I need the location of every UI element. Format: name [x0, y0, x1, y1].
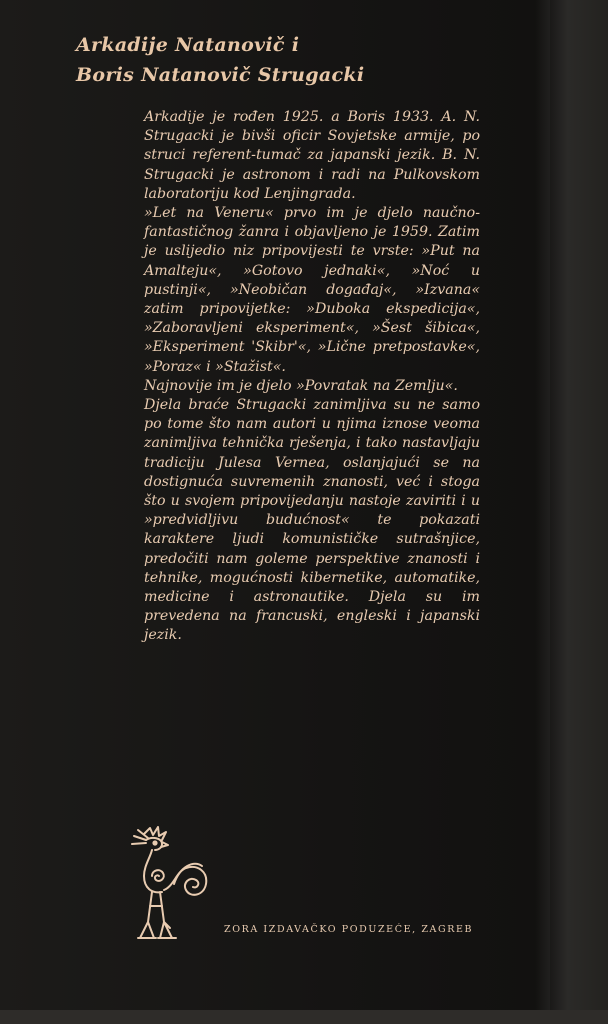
bio-paragraph: »Let na Veneru« prvo im je djelo naučno-fantastičnog žanra i objavljeno je 1959. Zatim je uslijedio niz pripovijesti te vrste: »Put na Amalteju«, »Gotovo jednaki«, »Noć u pustinji«, »Neobičan događaj«, »Izvana« zatim pripovijetke: »Duboka ekspedicija«, »Zaboravljeni eksperiment«, »Šest šibica«, »Eksperiment 'Skibr'«, »Lične pretpostavke«, »Poraz« i »Stažist«.: [144, 205, 480, 375]
author-line-2: Boris Natanovič Strugacki: [76, 64, 365, 86]
bio-paragraph: Najnovije im je djelo »Povratak na Zemlju«.: [144, 377, 458, 394]
author-line-1: Arkadije Natanovič i: [76, 34, 300, 56]
publisher-name: ZORA IZDAVAČKO PODUZEĆE, ZAGREB: [224, 924, 474, 935]
bio-paragraph: Djela braće Strugacki zanimljiva su ne samo po tome što nam autori u njima iznose veoma zanimljiva tehnička rješenja, i tako nastavljaju tradiciju Julesa Vernea, oslanjajući se na dostignuća suvremenih znanosti, već i stoga što u svojem pripovijedanju nastoje zaviriti i u »predvidljivu budućnost« te pokazati karaktere ljudi komunističke sutrašnjice, predočiti nam goleme perspektive znanosti i tehnike, mogućnosti kibernetike, automatike, medicine i astronautike. Djela su im prevedena na francuski, engleski i japanski jezik.: [144, 397, 480, 644]
author-names: [76, 30, 364, 90]
bottom-edge: [0, 1010, 608, 1024]
author-biography: [144, 108, 480, 646]
bio-paragraph: Arkadije je rođen 1925. a Boris 1933. A. N. Strugacki je bivši oficir Sovjetske armije, po struci referent-tumač za japanski jezik. B. N. Strugacki je astronom i radi na Pulkovskom laboratoriju kod Lenjingrada.: [144, 109, 480, 202]
spine-edge: [550, 0, 608, 1024]
rooster-logo-icon: [130, 826, 210, 944]
